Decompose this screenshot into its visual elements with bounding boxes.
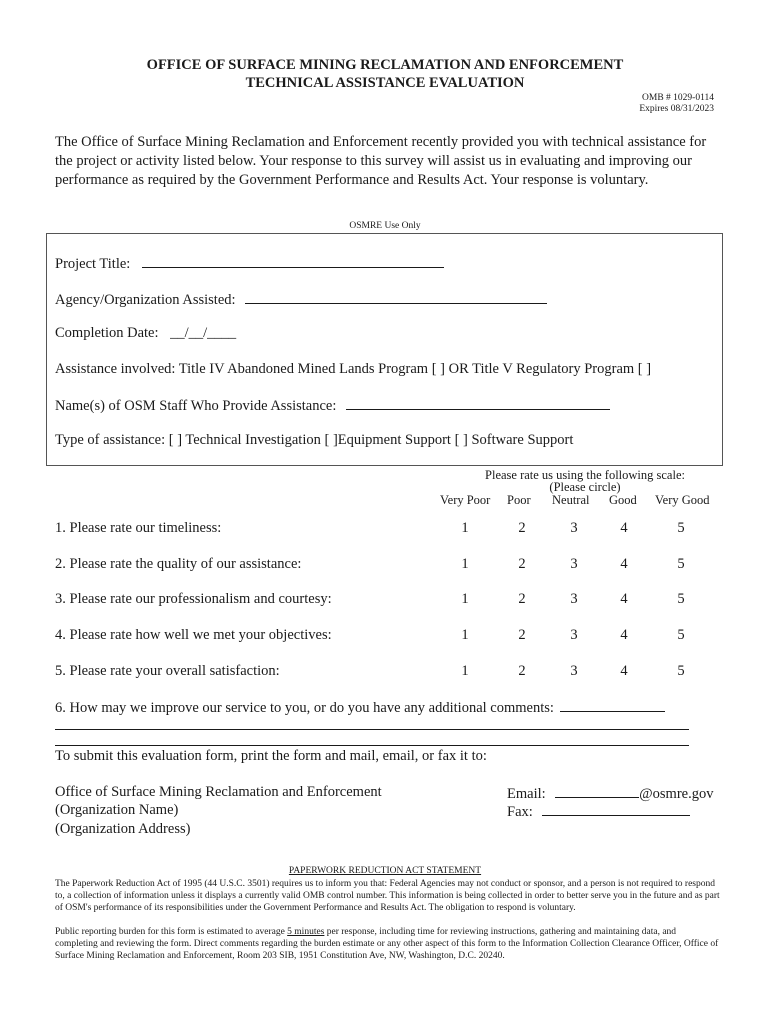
question-objectives: 4. Please rate how well we met your objectives: bbox=[55, 627, 332, 643]
rating-option[interactable]: 3 bbox=[570, 591, 578, 607]
paperwork-paragraph-2 bbox=[55, 926, 720, 962]
assistance-involved-row[interactable]: Assistance involved: Title IV Abandoned Mined Lands Program [ ] OR Title V Regulatory Program [ ] bbox=[55, 361, 652, 377]
header-very-poor: Very Poor bbox=[440, 493, 491, 507]
rating-option[interactable]: 3 bbox=[570, 627, 578, 643]
comments-question: 6. How may we improve our service to you, or do you have any additional comments: bbox=[55, 700, 554, 716]
completion-date-field[interactable]: __/__/____ bbox=[170, 325, 237, 341]
rating-option[interactable]: 3 bbox=[570, 520, 578, 536]
comments-line[interactable] bbox=[55, 745, 689, 746]
org-name-placeholder: (Organization Name) bbox=[55, 802, 179, 818]
rating-scale-circle-note: (Please circle) bbox=[549, 480, 621, 494]
omb-number: OMB # 1029-0114 bbox=[642, 93, 714, 103]
submit-instruction: To submit this evaluation form, print the form and mail, email, or fax it to: bbox=[55, 748, 487, 764]
burden-text-before: Public reporting burden for this form is estimated to average bbox=[55, 927, 288, 937]
project-title-field[interactable] bbox=[142, 254, 444, 268]
rating-option[interactable]: 3 bbox=[570, 663, 578, 679]
header-poor: Poor bbox=[507, 493, 531, 507]
intro-paragraph: The Office of Surface Mining Reclamation and Enforcement recently provided you with technical assistance for the project or activity listed below. Your response to this survey will assist us in evaluating and improving our performance as required by the Government Performance and Results Act. Your response is voluntary. bbox=[55, 134, 707, 188]
rating-option[interactable]: 4 bbox=[620, 627, 628, 643]
rating-option[interactable]: 3 bbox=[570, 556, 578, 572]
rating-option[interactable]: 2 bbox=[518, 627, 526, 643]
rating-option[interactable]: 1 bbox=[461, 556, 469, 572]
form-title-line2: TECHNICAL ASSISTANCE EVALUATION bbox=[245, 75, 525, 91]
email-domain: @osmre.gov bbox=[639, 786, 714, 802]
agency-label: Agency/Organization Assisted: bbox=[55, 292, 236, 308]
header-good: Good bbox=[609, 493, 637, 507]
fax-field[interactable] bbox=[542, 802, 690, 816]
project-title-label: Project Title: bbox=[55, 256, 131, 272]
rating-scale-instruction: Please rate us using the following scale: bbox=[485, 468, 685, 482]
org-address-placeholder: (Organization Address) bbox=[55, 821, 191, 837]
rating-option[interactable]: 4 bbox=[620, 556, 628, 572]
completion-date-label: Completion Date: bbox=[55, 325, 159, 341]
burden-minutes: 5 minutes bbox=[287, 927, 325, 937]
comments-line[interactable] bbox=[55, 729, 689, 730]
project-title-row bbox=[55, 254, 444, 273]
rating-option[interactable]: 2 bbox=[518, 556, 526, 572]
rating-option[interactable]: 5 bbox=[677, 591, 685, 607]
staff-names-row bbox=[55, 396, 610, 415]
osmre-use-only-label: OSMRE Use Only bbox=[349, 221, 421, 231]
rating-option[interactable]: 5 bbox=[677, 556, 685, 572]
omb-expiration: Expires 08/31/2023 bbox=[639, 104, 714, 114]
email-field[interactable] bbox=[555, 784, 639, 798]
header-very-good: Very Good bbox=[655, 493, 710, 507]
staff-names-label: Name(s) of OSM Staff Who Provide Assistance: bbox=[55, 398, 337, 414]
rating-option[interactable]: 2 bbox=[518, 663, 526, 679]
question-professionalism: 3. Please rate our professionalism and courtesy: bbox=[55, 591, 332, 607]
org-name: Office of Surface Mining Reclamation and Enforcement bbox=[55, 784, 382, 800]
type-of-assistance-row[interactable]: Type of assistance: [ ] Technical Investigation [ ]Equipment Support [ ] Software Support bbox=[55, 432, 574, 448]
rating-option[interactable]: 1 bbox=[461, 663, 469, 679]
rating-option[interactable]: 4 bbox=[620, 663, 628, 679]
completion-date-row bbox=[55, 325, 236, 342]
fax-row bbox=[507, 802, 690, 821]
header-neutral: Neutral bbox=[552, 493, 590, 507]
question-satisfaction: 5. Please rate your overall satisfaction: bbox=[55, 663, 280, 679]
staff-names-field[interactable] bbox=[346, 396, 610, 410]
rating-option[interactable]: 4 bbox=[620, 591, 628, 607]
rating-option[interactable]: 1 bbox=[461, 627, 469, 643]
comments-field-inline[interactable] bbox=[560, 698, 665, 712]
rating-option[interactable]: 5 bbox=[677, 663, 685, 679]
rating-option[interactable]: 5 bbox=[677, 627, 685, 643]
rating-option[interactable]: 2 bbox=[518, 591, 526, 607]
burden-text-after: per response, including time for reviewing instructions, gathering and maintaining data, and completing and reviewing the form. Direct comments regarding the burden estimate or any other aspect of this form to the Information Collection Clearance Officer, Office of Surface Mining Reclamation and Enforcement, Room 203 SIB, 1951 Constitution Ave, NW, Washington, D.C. 20240. bbox=[55, 927, 719, 961]
question-quality: 2. Please rate the quality of our assistance: bbox=[55, 556, 302, 572]
email-label: Email: bbox=[507, 786, 546, 802]
rating-option[interactable]: 1 bbox=[461, 591, 469, 607]
form-title-line1: OFFICE OF SURFACE MINING RECLAMATION AND ENFORCEMENT bbox=[146, 57, 624, 73]
rating-option[interactable]: 4 bbox=[620, 520, 628, 536]
rating-option[interactable]: 2 bbox=[518, 520, 526, 536]
agency-row bbox=[55, 290, 547, 309]
comments-row bbox=[55, 698, 665, 717]
paperwork-title: PAPERWORK REDUCTION ACT STATEMENT bbox=[288, 866, 482, 876]
agency-field[interactable] bbox=[245, 290, 547, 304]
rating-option[interactable]: 5 bbox=[677, 520, 685, 536]
email-row bbox=[507, 784, 713, 803]
question-timeliness: 1. Please rate our timeliness: bbox=[55, 520, 222, 536]
paperwork-paragraph-1: The Paperwork Reduction Act of 1995 (44 U.S.C. 3501) requires us to inform you that: Federal Agencies may not conduct or sponsor, and a person is not required to respond to, a collection of information unless it displays a currently valid OMB control number. This information is being collected in order to better serve you in the future and as part of OSM's performance of its responsibilities under the Government Performance and Results Act. The obligation to respond is voluntary. bbox=[55, 879, 720, 913]
rating-option[interactable]: 1 bbox=[461, 520, 469, 536]
fax-label: Fax: bbox=[507, 804, 533, 820]
